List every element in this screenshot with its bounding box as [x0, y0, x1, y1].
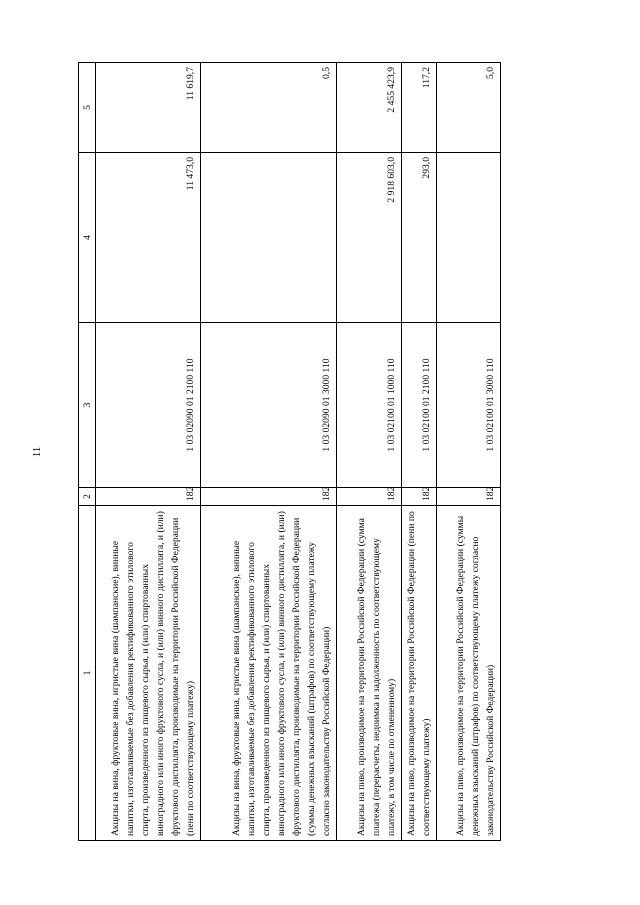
cell-admin-code: 182 [96, 488, 201, 506]
cell-fact-amount: 2 455 423,9 [337, 63, 402, 153]
cell-admin-code: 182 [402, 488, 437, 506]
cell-plan-amount: 2 918 603,0 [337, 153, 402, 323]
page-number: 11 [31, 446, 43, 458]
cell-kbk-code: 1 03 02090 01 3000 110 [201, 323, 337, 488]
table-row [96, 63, 201, 841]
cell-fact-amount: 5,0 [437, 63, 501, 153]
header-row [79, 63, 96, 841]
cell-kbk-code: 1 03 02100 01 2100 110 [402, 323, 437, 488]
cell-plan-amount: 11 473,0 [96, 153, 201, 323]
table-row [201, 63, 337, 841]
table-row [437, 63, 501, 841]
header-col-1: 1 [79, 506, 96, 841]
cell-plan-amount [201, 153, 337, 323]
table-row [402, 63, 437, 841]
cell-income-name: Акцизы на пиво, производимое на территории Российской Федерации (пени по соответствующему платежу) [402, 506, 437, 841]
cell-kbk-code: 1 03 02100 01 3000 110 [437, 323, 501, 488]
cell-income-name: Акцизы на вина, фруктовые вина, игристые вина (шампанские), винные напитки, изготавливаемые без добавления ректификованного этилового спирта, произведенного из пищевого сырья, и (или) спиртованных виноградного или иного фруктового сусла, и (или) винного дистиллята, и (или) фруктового дистиллята, производимые на территории Российской Федерации (суммы денежных взысканий (штрафов) по соответствующему платежу согласно законодательству Российской Федерации) [201, 506, 337, 841]
cell-fact-amount: 11 619,7 [96, 63, 201, 153]
cell-plan-amount: 293,0 [402, 153, 437, 323]
cell-income-name: Акцизы на пиво, производимое на территории Российской Федерации (суммы денежных взысканий (штрафов) по соответствующему платежу согласно законодательству Российской Федерации) [437, 506, 501, 841]
rotated-table-wrapper [78, 63, 640, 836]
cell-income-name: Акцизы на пиво, производимое на территории Российской Федерации (сумма платежа (перерасчеты, недоимка и задолженность по соответствующему платежу, в том числе по отмененному) [337, 506, 402, 841]
rotated-table-frame [78, 63, 498, 841]
cell-fact-amount: 117,2 [402, 63, 437, 153]
cell-admin-code: 182 [337, 488, 402, 506]
header-col-3: 3 [79, 323, 96, 488]
table-row [337, 63, 402, 841]
cell-admin-code: 182 [437, 488, 501, 506]
cell-admin-code: 182 [201, 488, 337, 506]
cell-fact-amount: 0,5 [201, 63, 337, 153]
header-col-4: 4 [79, 153, 96, 323]
cell-plan-amount [437, 153, 501, 323]
cell-kbk-code: 1 03 02090 01 2100 110 [96, 323, 201, 488]
cell-kbk-code: 1 03 02100 01 1000 110 [337, 323, 402, 488]
cell-income-name: Акцизы на вина, фруктовые вина, игристые вина (шампанские), винные напитки, изготавливаемые без добавления ректификованного этилового спирта, произведенного из пищевого сырья, и (или) спиртованных виноградного или иного фруктового сусла, и (или) винного дистиллята, и (или) фруктового дистиллята, производимые на территории Российской Федерации (пени по соответствующему платежу) [96, 506, 201, 841]
header-col-2: 2 [79, 488, 96, 506]
revenue-table [78, 62, 501, 841]
header-col-5: 5 [79, 63, 96, 153]
